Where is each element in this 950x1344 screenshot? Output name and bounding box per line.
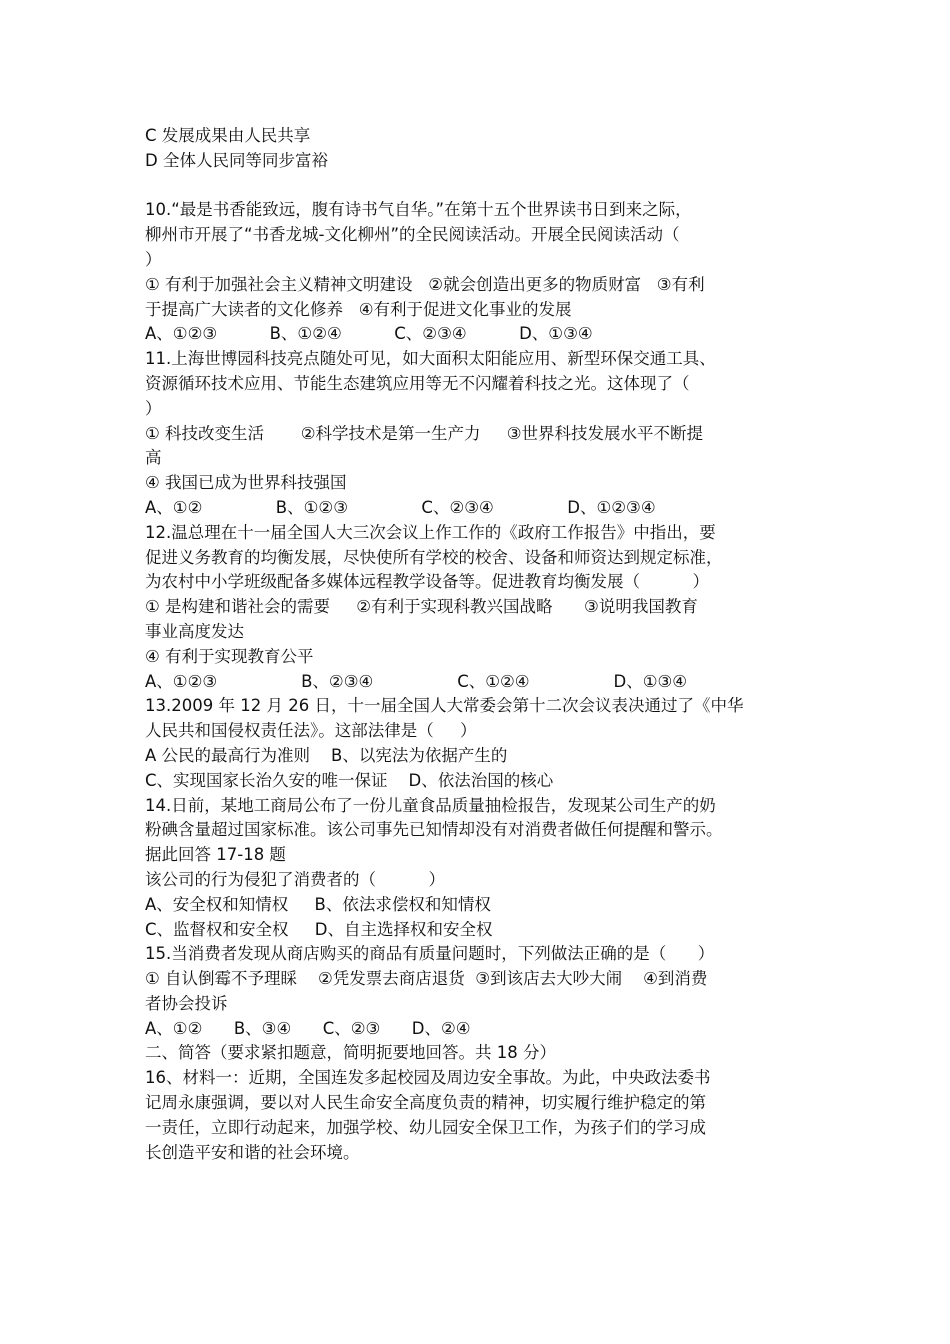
text-line: 13.2009 年 12 月 26 日，十一届全国人大常委会第十二次会议表决通过了《中华 — [145, 696, 744, 716]
text-line: C 发展成果由人民共享 — [145, 126, 311, 145]
text-line: ） — [145, 398, 162, 418]
text-line: A、①② B、①②③ C、②③④ D、①②③④ — [145, 497, 656, 517]
text-line: C、监督权和安全权 D、自主选择权和安全权 — [145, 919, 493, 939]
text-line: 促进义务教育的均衡发展，尽快使所有学校的校舍、设备和师资达到规定标准， — [145, 547, 723, 567]
text-line: 为农村中小学班级配备多媒体远程教学设备等。促进教育均衡发展（ ） — [145, 572, 709, 592]
text-line: 据此回答 17-18 题 — [145, 845, 286, 865]
text-line: ① 科技改变生活 ②科学技术是第一生产力 ③世界科技发展水平不断提 — [145, 423, 704, 443]
text-line: 高 — [145, 448, 162, 468]
text-line: 资源循环技术应用、节能生态建筑应用等无不闪耀着科技之光。这体现了（ — [145, 373, 690, 393]
text-line: ④ 我国已成为世界科技强国 — [145, 473, 347, 493]
blank-line — [145, 174, 825, 199]
text-line: 粉碘含量超过国家标准。该公司事先已知情却没有对消费者做任何提醒和警示。 — [145, 820, 723, 840]
text-line: ① 是构建和谐社会的需要 ②有利于实现科教兴国战略 ③说明我国教育 — [145, 597, 698, 617]
text-line: A、安全权和知情权 B、依法求偿权和知情权 — [145, 894, 491, 914]
text-line: 15.当消费者发现从商店购买的商品有质量问题时，下列做法正确的是（ ） — [145, 944, 715, 964]
text-line: 二、简答（要求紧扣题意，简明扼要地回答。共 18 分） — [145, 1043, 556, 1063]
text-line: ① 有利于加强社会主义精神文明建设 ②就会创造出更多的物质财富 ③有利 — [145, 274, 705, 294]
text-line: A、①② B、③④ C、②③ D、②④ — [145, 1018, 471, 1038]
text-line: C、实现国家长治久安的唯一保证 D、依法治国的核心 — [145, 770, 554, 790]
text-line: 长创造平安和谐的社会环境。 — [145, 1142, 360, 1162]
text-line: 16、材料一：近期，全国连发多起校园及周边安全事故。为此，中央政法委书 — [145, 1068, 711, 1088]
text-line: A、①②③ B、②③④ C、①②④ D、①③④ — [145, 671, 688, 691]
text-line: 于提高广大读者的文化修养 ④有利于促进文化事业的发展 — [145, 299, 572, 319]
text-line: ① 自认倒霉不予理睬 ②凭发票去商店退货 ③到该店去大吵大闹 ④到消费 — [145, 969, 708, 989]
text-line: 12.温总理在十一届全国人大三次会议上作工作的《政府工作报告》中指出，要 — [145, 522, 716, 542]
text-line: ） — [145, 249, 162, 269]
text-line: 事业高度发达 — [145, 621, 244, 641]
document-page — [145, 124, 825, 1165]
text-line: A 公民的最高行为准则 B、以宪法为依据产生的 — [145, 745, 508, 765]
text-line: 该公司的行为侵犯了消费者的（ ） — [145, 869, 445, 889]
text-line: 一责任，立即行动起来，加强学校、幼儿园安全保卫工作，为孩子们的学习成 — [145, 1117, 706, 1137]
text-line: 11.上海世博园科技亮点随处可见，如大面积太阳能应用、新型环保交通工具、 — [145, 349, 716, 369]
text-line: 记周永康强调，要以对人民生命安全高度负责的精神，切实履行维护稳定的第 — [145, 1093, 706, 1113]
text-line: 14.日前，某地工商局公布了一份儿童食品质量抽检报告，发现某公司生产的奶 — [145, 795, 716, 815]
text-line: 者协会投诉 — [145, 993, 228, 1013]
text-line: 10.“最是书香能致远，腹有诗书气自华。”在第十五个世界读书日到来之际， — [145, 200, 692, 220]
text-line: 柳州市开展了“书香龙城-文化柳州”的全民阅读活动。开展全民阅读活动（ — [145, 225, 680, 245]
text-line: A、①②③ B、①②④ C、②③④ D、①③④ — [145, 324, 593, 344]
text-line: D 全体人民同等同步富裕 — [145, 150, 328, 170]
text-line: 人民共和国侵权责任法》。这部法律是（ ） — [145, 721, 477, 741]
text-line: ④ 有利于实现教育公平 — [145, 646, 314, 666]
